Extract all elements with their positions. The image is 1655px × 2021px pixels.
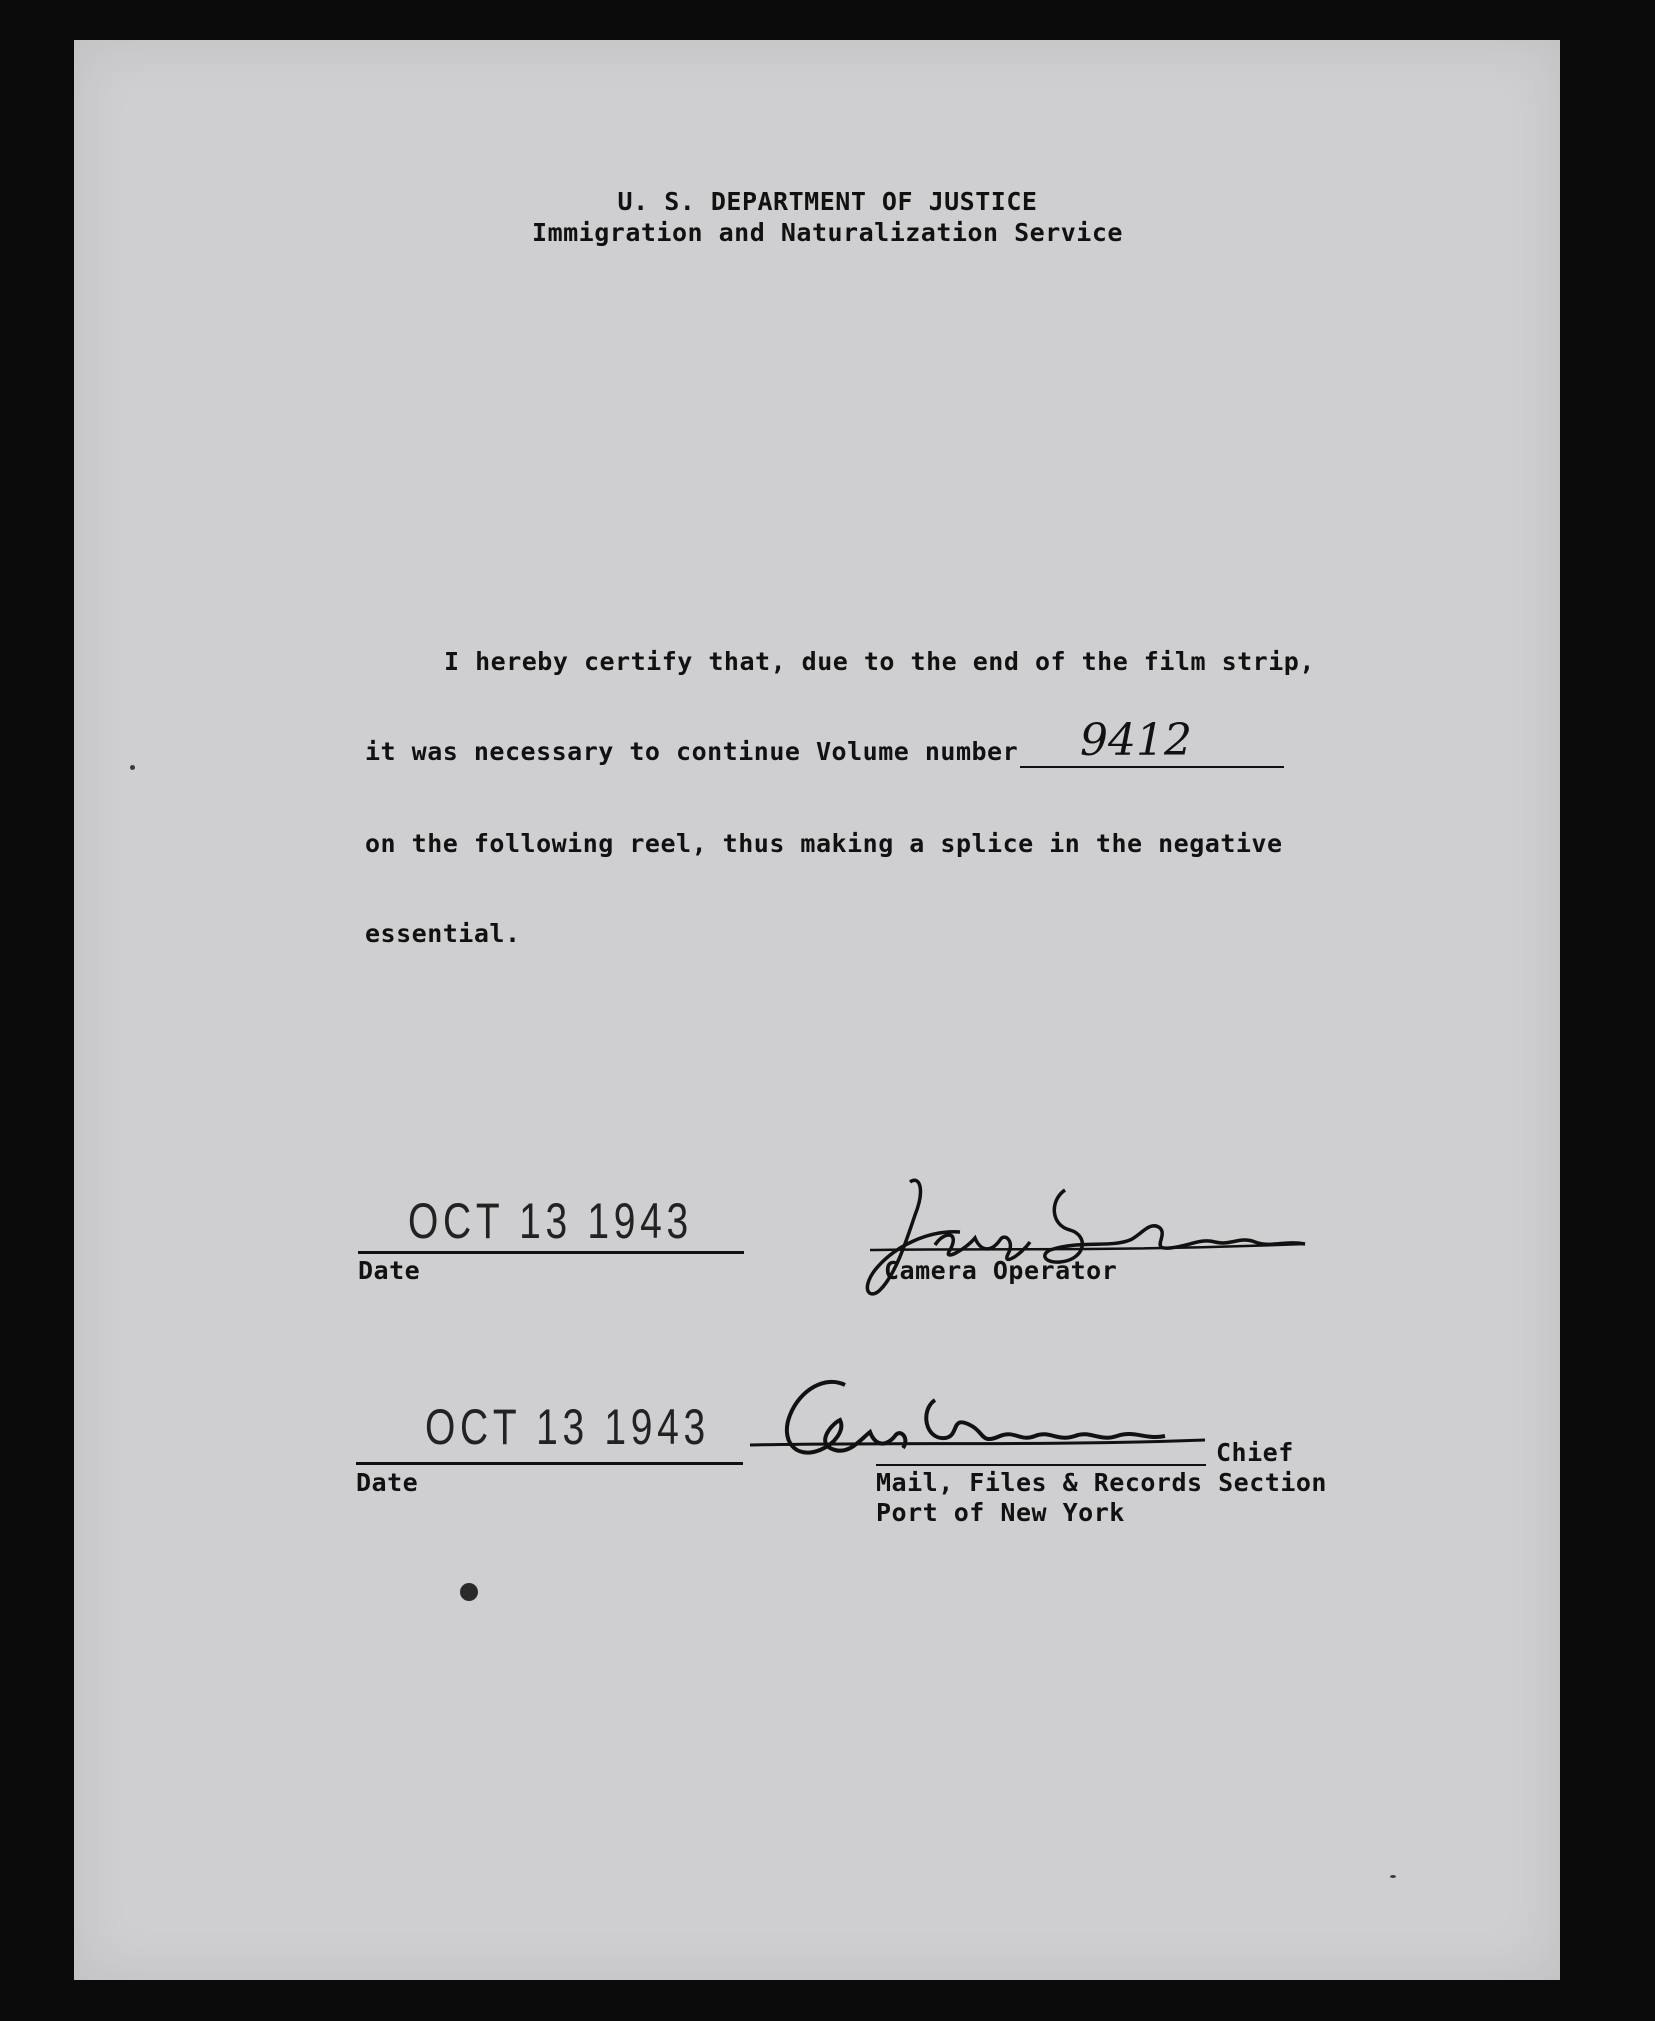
body-line-1: I hereby certify that, due to the end of the film strip,: [444, 647, 1315, 676]
date-line-1: [358, 1251, 744, 1254]
document-page: [74, 40, 1560, 1980]
camera-operator-label: Camera Operator: [884, 1256, 1118, 1285]
volume-number-underline: [1020, 766, 1284, 768]
speck-mark: [1390, 1875, 1396, 1878]
header-department: U. S. DEPARTMENT OF JUSTICE: [617, 187, 1038, 216]
date-line-2: [356, 1462, 743, 1465]
header-service: Immigration and Naturalization Service: [532, 218, 1123, 247]
speck-mark: [130, 765, 135, 770]
volume-number-handwritten: 9412: [1080, 715, 1192, 766]
date-stamp-2: OCT 13 1943: [425, 1399, 710, 1455]
chief-signature-line: [876, 1464, 1206, 1466]
port-label: Port of New York: [876, 1498, 1125, 1527]
camera-operator-signature: [850, 1170, 1310, 1310]
body-line-4: essential.: [365, 919, 521, 948]
section-label: Mail, Files & Records Section: [876, 1468, 1327, 1497]
date-label-1: Date: [358, 1256, 421, 1285]
body-line-3: on the following reel, thus making a splice in the negative: [365, 829, 1283, 858]
date-stamp-1: OCT 13 1943: [408, 1193, 693, 1249]
date-label-2: Date: [356, 1468, 419, 1497]
chief-label: Chief: [1216, 1438, 1294, 1467]
punch-hole-mark: [460, 1583, 478, 1601]
body-line-2: it was necessary to continue Volume number: [365, 737, 1019, 766]
